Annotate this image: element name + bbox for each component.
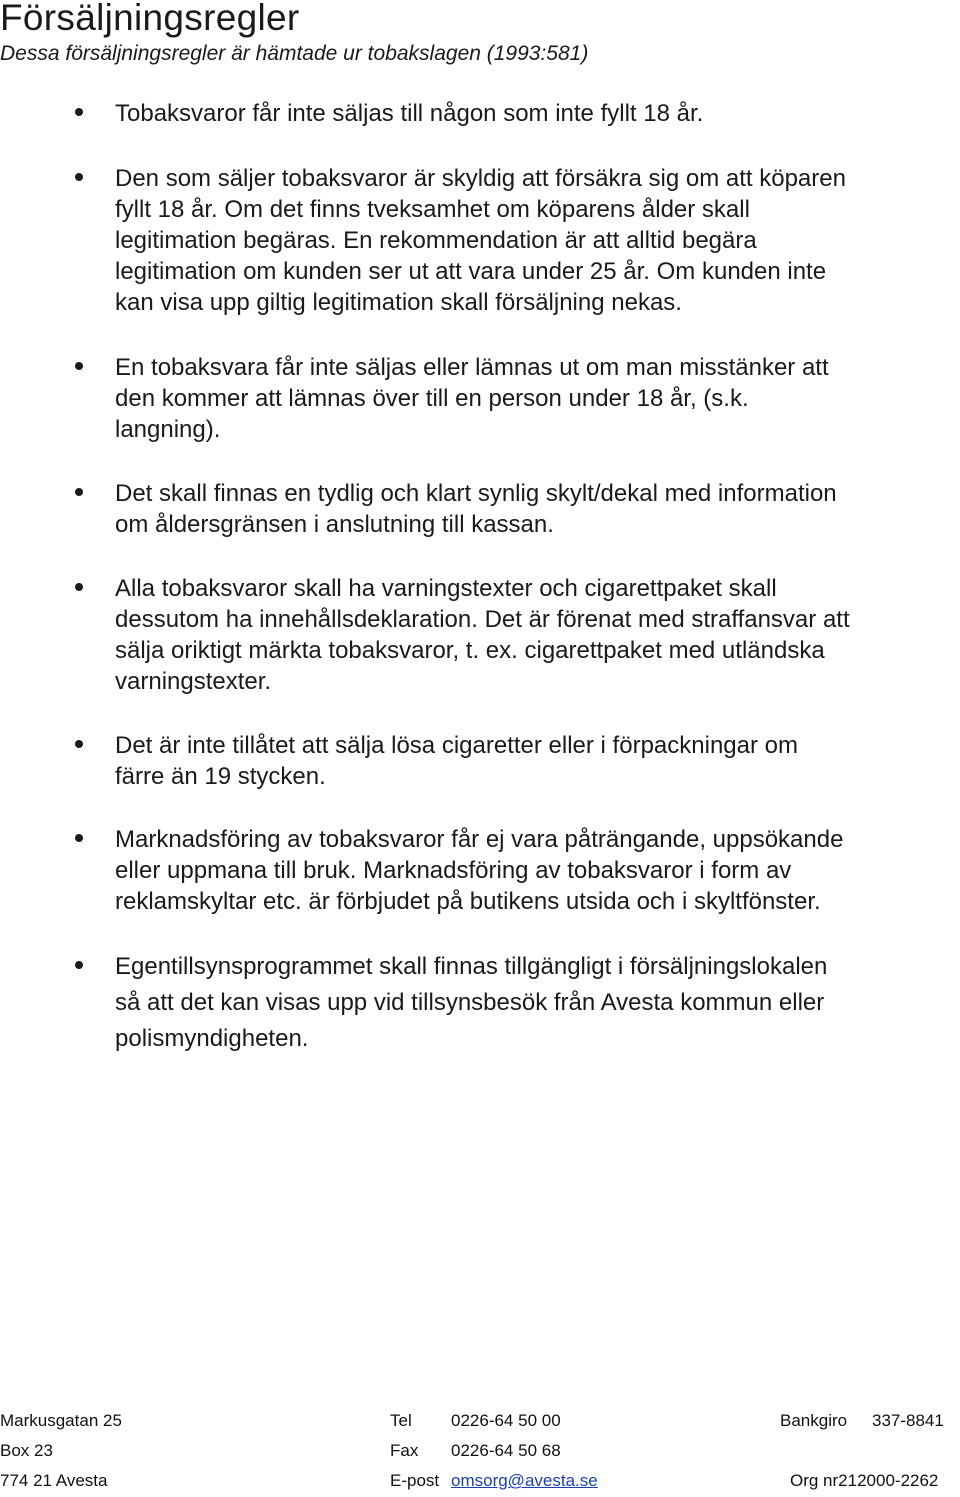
bullet-icon	[75, 108, 83, 116]
rule-text: Det skall finnas en tydlig och klart synlig skylt/dekal med information om åldersgränsen i anslutning till kassan.	[115, 480, 837, 538]
rule-text: En tobaksvara får inte säljas eller lämnas ut om man misstänker att den kommer att lämnas över till en person under 18 år, (s.k. langning).	[115, 354, 829, 443]
footer-email-label: E-post	[390, 1471, 440, 1490]
footer-address-box: Box 23	[0, 1441, 53, 1460]
footer-fax-value: 0226-64 50 68	[451, 1441, 561, 1460]
bullet-icon	[75, 961, 83, 969]
bullet-icon	[75, 834, 83, 842]
footer-fax-label: Fax	[390, 1441, 419, 1460]
footer-address-street: Markusgatan 25	[0, 1411, 122, 1430]
page-title: Försäljningsregler	[0, 0, 300, 38]
rule-text: Alla tobaksvaror skall ha varningstexter och cigarettpaket skall dessutom ha innehållsdeklaration. Det är förenat med straffansvar att sälja oriktigt märkta tobaksvaror, t. ex. cigarettpaket med utländska varningstexter.	[115, 575, 850, 695]
footer-email-link[interactable]: omsorg@avesta.se	[451, 1471, 598, 1490]
page-subtitle: Dessa försäljningsregler är hämtade ur tobakslagen (1993:581)	[0, 42, 589, 65]
footer-org-number: Org nr212000-2262	[790, 1471, 939, 1490]
rule-text: Egentillsynsprogrammet skall finnas tillgängligt i försäljningslokalen så att det kan visas upp vid tillsynsbesök från Avesta kommun eller polismyndigheten.	[115, 953, 828, 1052]
footer-tel-value: 0226-64 50 00	[451, 1411, 561, 1430]
bullet-icon	[75, 173, 83, 181]
rule-text: Tobaksvaror får inte säljas till någon som inte fyllt 18 år.	[115, 100, 704, 127]
footer	[0, 1406, 960, 1496]
footer-address-city: 774 21 Avesta	[0, 1471, 108, 1490]
footer-bankgiro-value: 337-8841	[872, 1411, 944, 1430]
bullet-icon	[75, 740, 83, 748]
bullet-icon	[75, 362, 83, 370]
footer-tel-label: Tel	[390, 1411, 412, 1430]
bullet-icon	[75, 488, 83, 496]
rule-text: Den som säljer tobaksvaror är skyldig att försäkra sig om att köparen fyllt 18 år. Om det finns tveksamhet om köparens ålder skall legitimation begäras. En rekommendation är att alltid begära legitimation om kunden ser ut att vara under 25 år. Om kunden inte kan visa upp giltig legitimation skall försäljning nekas.	[115, 165, 846, 316]
rule-text: Det är inte tillåtet att sälja lösa cigaretter eller i förpackningar om färre än 19 stycken.	[115, 732, 798, 790]
footer-bankgiro-label: Bankgiro	[780, 1411, 848, 1430]
bullet-icon	[75, 583, 83, 591]
rule-text: Marknadsföring av tobaksvaror får ej vara påträngande, uppsökande eller uppmana till bruk. Marknadsföring av tobaksvaror i form av reklamskyltar etc. är förbjudet på butikens utsida och i skyltfönster.	[115, 826, 844, 915]
